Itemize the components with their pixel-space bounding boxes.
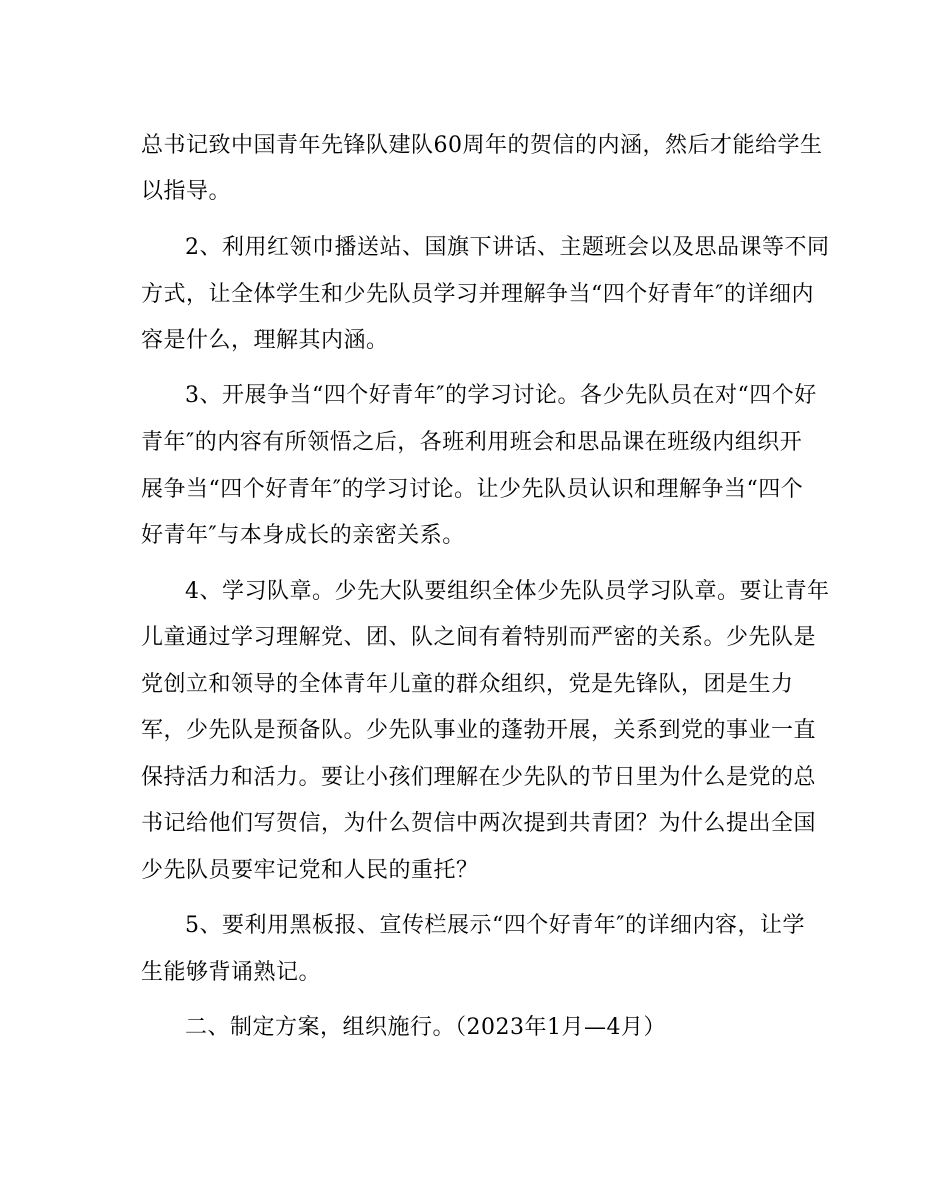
text-line: 好青年″与本身成长的亲密关系。 xyxy=(141,523,465,548)
text-line: 儿童通过学习理解党、团、队之间有着特别而严密的关系。少先队是 xyxy=(141,625,817,650)
text-line: 总书记致中国青年先锋队建队60周年的贺信的内涵，然后才能给学生 xyxy=(141,133,823,158)
text-line: 容是什么，理解其内涵。 xyxy=(141,328,389,353)
text-line: 以指导。 xyxy=(141,179,232,204)
text-line: 青年″的内容有所领悟之后，各班利用班会和思品课在班级内组织开 xyxy=(141,430,803,455)
text-line: 党创立和领导的全体青年儿童的群众组织，党是先锋队，团是生力 xyxy=(141,672,794,697)
text-line: 军，少先队是预备队。少先队事业的蓬勃开展，关系到党的事业一直 xyxy=(141,718,817,743)
text-line: 少先队员要牢记党和人民的重托？ xyxy=(141,858,479,883)
text-line: 5、要利用黑板报、宣传栏展示“四个好青年″的详细内容，让学 xyxy=(185,913,805,938)
text-line: 方式，让全体学生和少先队员学习并理解争当“四个好青年″的详细内 xyxy=(141,282,814,307)
text-line: 3、开展争当“四个好青年″的学习讨论。各少先队员在对“四个好 xyxy=(185,383,817,408)
text-line: 展争当“四个好青年″的学习讨论。让少先队员认识和理解争当“四个 xyxy=(141,477,804,502)
text-line: 4、学习队章。少先大队要组织全体少先队员学习队章。要让青年 xyxy=(185,579,830,604)
text-line: 书记给他们写贺信，为什么贺信中两次提到共青团？为什么提出全国 xyxy=(141,811,817,836)
text-line: 2、利用红领巾播送站、国旗下讲话、主题班会以及思品课等不同 xyxy=(185,235,830,260)
text-line: 保持活力和活力。要让小孩们理解在少先队的节日里为什么是党的总 xyxy=(141,765,817,790)
text-line: 生能够背诵熟记。 xyxy=(141,960,322,985)
text-line: 二、制定方案，组织施行。（2023年1月—4月） xyxy=(185,1015,666,1040)
